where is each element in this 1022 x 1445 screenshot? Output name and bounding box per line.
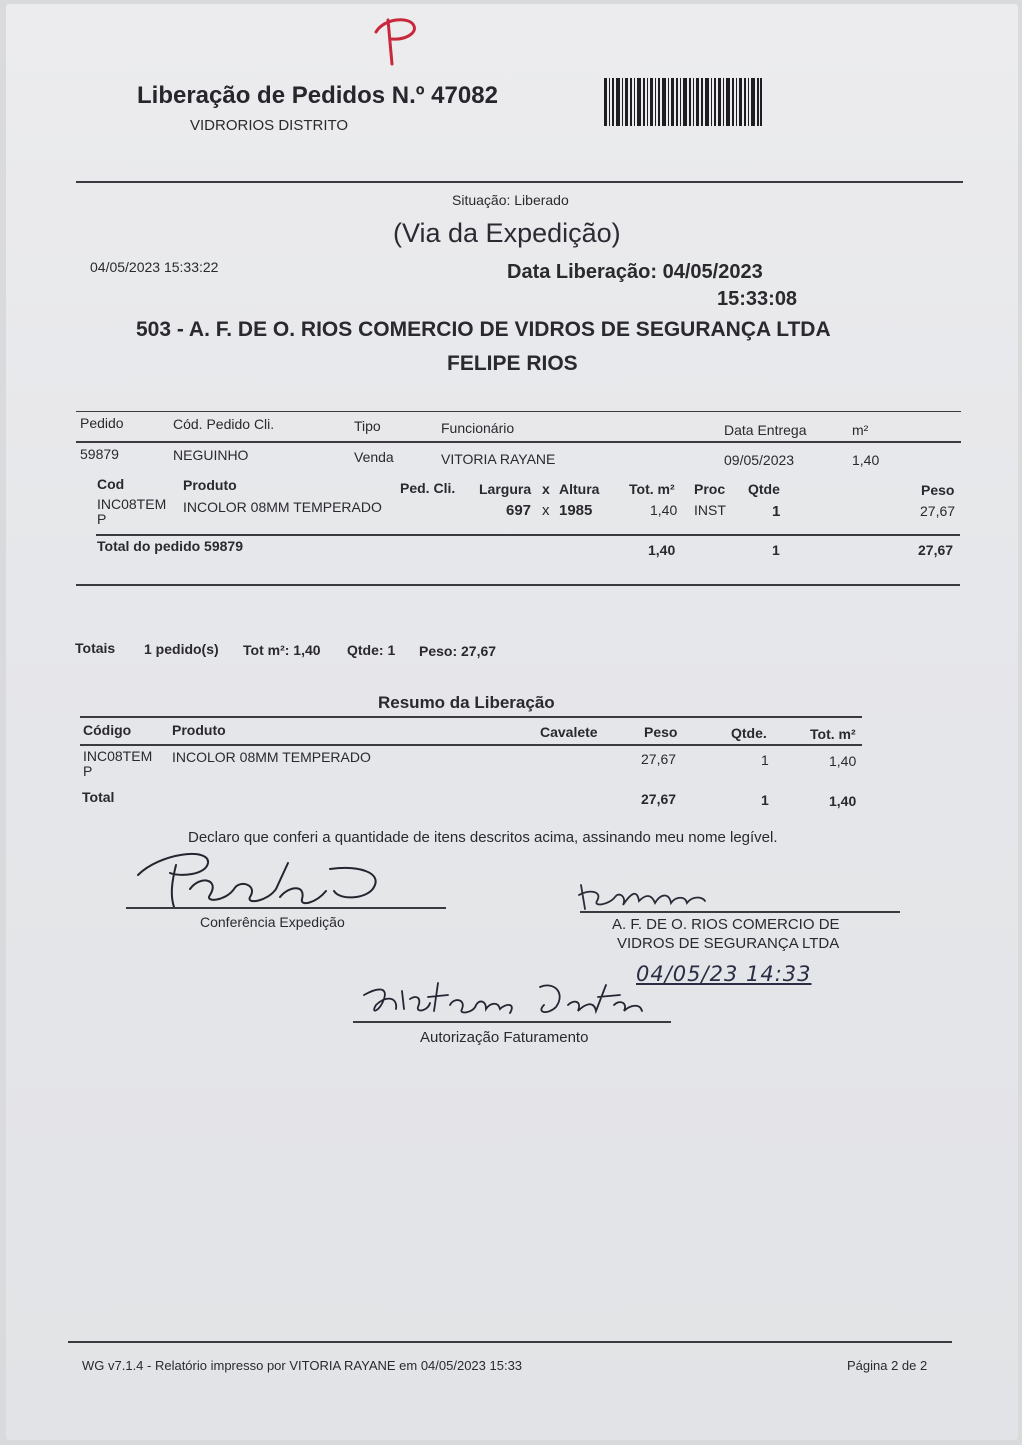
item-col-tot-m2: Tot. m² (629, 481, 675, 497)
item-total-line (96, 534, 960, 536)
order-total-peso: 27,67 (918, 542, 954, 558)
order-header-line (76, 441, 961, 443)
summary-tot-m2: 1,40 (829, 753, 857, 769)
item-col-largura: Largura (479, 481, 532, 497)
company-unit: VIDRORIOS DISTRITO (190, 117, 349, 134)
order-type: Venda (354, 449, 394, 465)
item-product: INCOLOR 08MM TEMPERADO (183, 499, 382, 515)
summary-col-qtde: Qtde. (731, 725, 767, 741)
order-table-top-line (76, 411, 961, 412)
client-signature-label-2: VIDROS DE SEGURANÇA LTDA (617, 935, 840, 952)
totals-peso: Peso: 27,67 (419, 643, 497, 659)
summary-product: INCOLOR 08MM TEMPERADO (172, 749, 371, 765)
totals-qtde: Qtde: 1 (347, 642, 396, 658)
col-cod-pedido-cli: Cód. Pedido Cli. (173, 416, 275, 432)
item-x: x (542, 502, 550, 519)
summary-total-label: Total (82, 789, 115, 805)
item-col-x: x (542, 481, 550, 497)
col-tipo: Tipo (354, 418, 381, 434)
conferencia-label: Conferência Expedição (200, 914, 345, 930)
summary-total-peso: 27,67 (641, 791, 677, 807)
summary-top-line (80, 716, 862, 718)
order-m2: 1,40 (852, 452, 880, 468)
release-date: Data Liberação: 04/05/2023 (507, 261, 763, 283)
item-proc: INST (694, 502, 726, 518)
item-col-peso: Peso (921, 482, 955, 498)
footer-page-number: Página 2 de 2 (847, 1358, 928, 1373)
header-divider (76, 181, 963, 183)
item-code-line1: INC08TEM (97, 496, 167, 512)
col-data-entrega: Data Entrega (724, 422, 807, 438)
summary-code-line1: INC08TEM (83, 748, 153, 764)
totals-label: Totais (75, 640, 116, 656)
order-number: 59879 (80, 446, 119, 462)
handwritten-date: 04/05/23 14:33 (636, 962, 812, 986)
copy-label: (Via da Expedição) (393, 218, 621, 248)
summary-col-cavalete: Cavalete (540, 724, 598, 740)
summary-qtde: 1 (761, 752, 769, 768)
client-signature-label-1: A. F. DE O. RIOS COMERCIO DE (612, 916, 840, 933)
item-code (97, 497, 166, 527)
autorizacao-label: Autorização Faturamento (420, 1029, 589, 1046)
signature-autorizacao (358, 975, 658, 1025)
item-col-qtde: Qtde (748, 481, 780, 497)
summary-peso: 27,67 (641, 751, 677, 767)
signature-conferencia (130, 845, 390, 915)
footer-print-info: WG v7.1.4 - Relatório impresso por VITORIA RAYANE em 04/05/2023 15:33 (82, 1358, 523, 1373)
item-col-produto: Produto (183, 477, 237, 493)
item-width: 697 (506, 502, 532, 519)
order-table-bottom-line (76, 584, 960, 586)
print-datetime: 04/05/2023 15:33:22 (90, 259, 219, 275)
totals-m2: Tot m²: 1,40 (243, 642, 321, 658)
signature-line-autorizacao (353, 1021, 671, 1023)
item-qtde: 1 (772, 503, 781, 520)
footer-divider (68, 1341, 952, 1343)
signature-line-conferencia (126, 907, 446, 909)
col-funcionario: Funcionário (441, 420, 515, 436)
item-col-proc: Proc (694, 481, 726, 497)
handwritten-p-mark (370, 12, 420, 67)
declaration-text: Declaro que conferi a quantidade de itens descritos acima, assinando meu nome legível. (188, 829, 778, 846)
order-total-label: Total do pedido 59879 (97, 538, 243, 554)
totals-pedidos: 1 pedido(s) (144, 641, 219, 657)
signature-client (575, 875, 715, 915)
client-contact: FELIPE RIOS (447, 352, 578, 375)
order-total-qtde: 1 (772, 542, 780, 558)
signature-line-client (580, 911, 900, 913)
item-peso: 27,67 (920, 503, 956, 519)
client-order-code: NEGUINHO (173, 447, 249, 463)
summary-col-peso: Peso (644, 724, 678, 740)
summary-total-qtde: 1 (761, 792, 769, 808)
item-tot-m2: 1,40 (650, 502, 678, 518)
summary-col-tot-m2: Tot. m² (810, 726, 856, 742)
col-m2: m² (852, 422, 869, 438)
barcode-icon (604, 78, 762, 126)
summary-code (83, 749, 152, 779)
summary-total-tot-m2: 1,40 (829, 793, 857, 809)
item-col-altura: Altura (559, 481, 600, 497)
col-pedido: Pedido (80, 415, 124, 431)
summary-col-codigo: Código (83, 722, 132, 738)
item-height: 1985 (559, 502, 593, 519)
status-text: Situação: Liberado (452, 192, 569, 208)
client-name: 503 - A. F. DE O. RIOS COMERCIO DE VIDROS DE SEGURANÇA LTDA (136, 318, 831, 341)
employee: VITORIA RAYANE (441, 451, 556, 467)
release-time: 15:33:08 (717, 288, 798, 310)
item-code-line2: P (97, 511, 107, 527)
delivery-date: 09/05/2023 (724, 452, 795, 468)
order-total-m2: 1,40 (648, 542, 676, 558)
document-title: Liberação de Pedidos N.º 47082 (137, 82, 498, 109)
summary-title: Resumo da Liberação (378, 693, 555, 712)
summary-col-produto: Produto (172, 722, 226, 738)
item-col-cod: Cod (97, 476, 125, 492)
summary-code-line2: P (83, 763, 93, 779)
item-col-ped-cli: Ped. Cli. (400, 480, 456, 496)
summary-header-line (80, 744, 862, 746)
